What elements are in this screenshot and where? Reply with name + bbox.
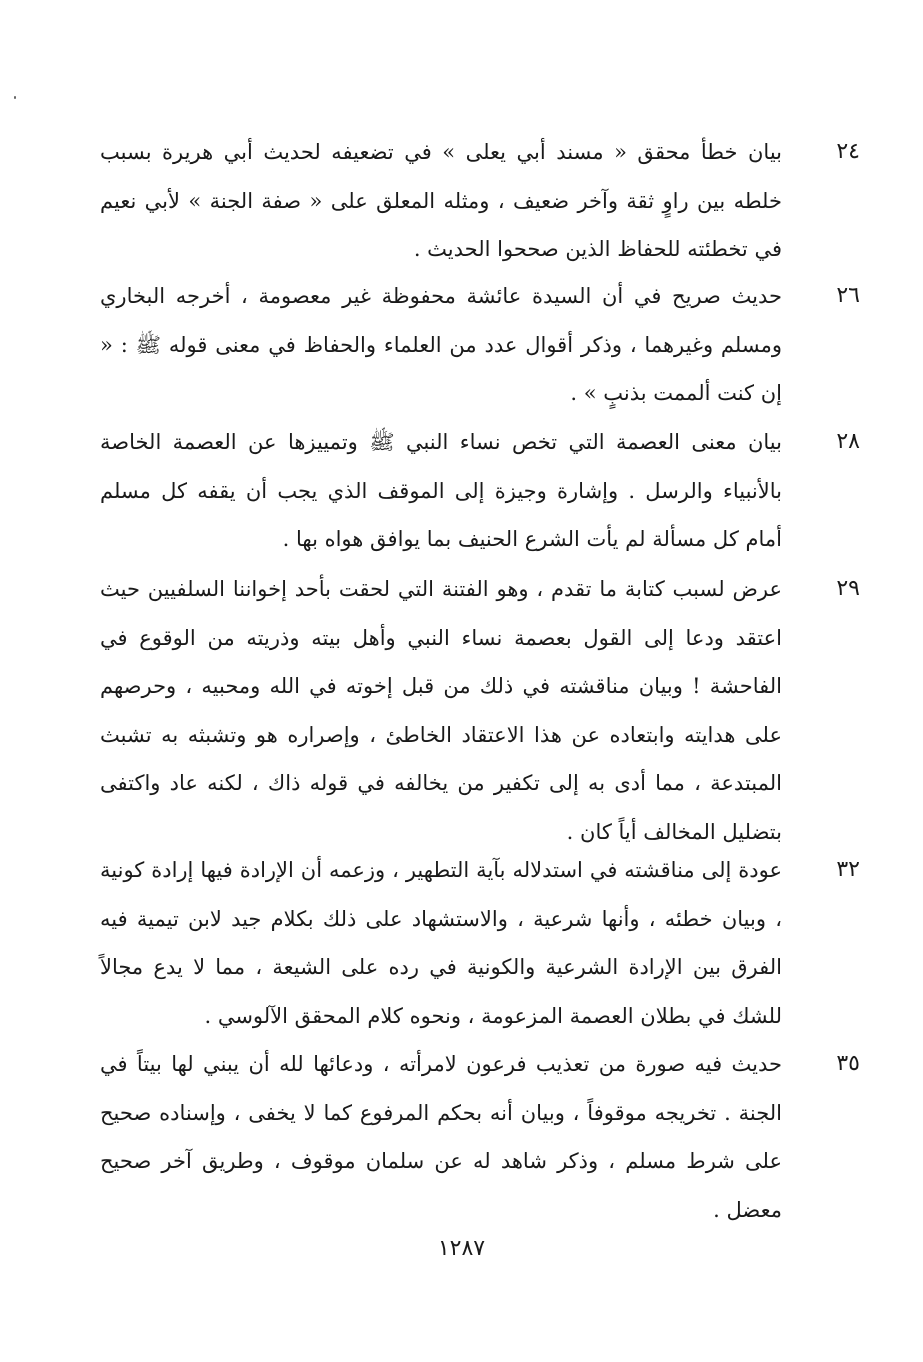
entry-page-number: ٣٥ [836,1051,860,1076]
entry-page-number: ٢٤ [836,139,860,164]
entry-page-number: ٣٢ [836,857,860,882]
page-number: ١٢٨٧ [437,1236,486,1261]
index-entry [100,565,860,856]
scan-speck [14,96,16,99]
entry-text: بيان خطأ محقق « مسند أبي يعلى » في تضعيفه لحديث أبي هريرة بسبب خلطه بين راوٍ ثقة وآخر ضعيف ، ومثله المعلق على « صفة الجنة » لأبي نعيم في تخطئته للحفاظ الذين صححوا الحديث . [100,140,782,261]
entry-page-number: ٢٦ [836,283,860,308]
entry-text: حديث صريح في أن السيدة عائشة محفوظة غير معصومة ، أخرجه البخاري ومسلم وغيرهما ، وذكر أقوال عدد من العلماء والحفاظ في معنى قوله ﷺ : « إن كنت ألممت بذنبٍ » . [100,284,782,405]
index-entry [100,418,860,564]
entry-text: عرض لسبب كتابة ما تقدم ، وهو الفتنة التي لحقت بأحد إخواننا السلفيين حيث اعتقد ودعا إلى القول بعصمة نساء النبي وأهل بيته وذريته من الوقوع في الفاحشة ! وبيان مناقشته في ذلك من قبل إخوته في الله ومحبيه ، وحرصهم على هدايته وابتعاده عن هذا الاعتقاد الخاطئ ، وإصراره هو وتشبثه به تشبث المبتدعة ، مما أدى به إلى تكفير من يخالفه في قوله ذاك ، لكنه عاد واكتفى بتضليل المخالف أياً كان . [100,577,782,844]
index-entry [100,1040,860,1234]
index-entry [100,128,860,274]
entry-text: عودة إلى مناقشته في استدلاله بآية التطهير ، وزعمه أن الإرادة فيها إرادة كونية ، وبيان خطئه ، وأنها شرعية ، والاستشهاد على ذلك بكلام جيد لابن تيمية فيه الفرق بين الإرادة الشرعية والكونية في رده على الشيعة ، مما لا يدع مجالاً للشك في بطلان العصمة المزعومة ، ونحوه كلام المحقق الآلوسي . [100,858,782,1028]
entry-text: حديث فيه صورة من تعذيب فرعون لامرأته ، ودعائها لله أن يبني لها بيتاً في الجنة . تخريجه موقوفاً ، وبيان أنه بحكم المرفوع كما لا يخفى ، وإسناده صحيح على شرط مسلم ، وذكر شاهد له عن سلمان موقوف ، وطريق آخر صحيح معضل . [100,1052,782,1222]
index-entry [100,846,860,1040]
entry-page-number: ٢٨ [836,429,860,454]
index-entry [100,272,860,418]
entry-page-number: ٢٩ [836,576,860,601]
entry-text: بيان معنى العصمة التي تخص نساء النبي ﷺ وتمييزها عن العصمة الخاصة بالأنبياء والرسل . وإشارة وجيزة إلى الموقف الذي يجب أن يقفه كل مسلم أمام كل مسألة لم يأت الشرع الحنيف بما يوافق هواه بها . [100,430,782,551]
